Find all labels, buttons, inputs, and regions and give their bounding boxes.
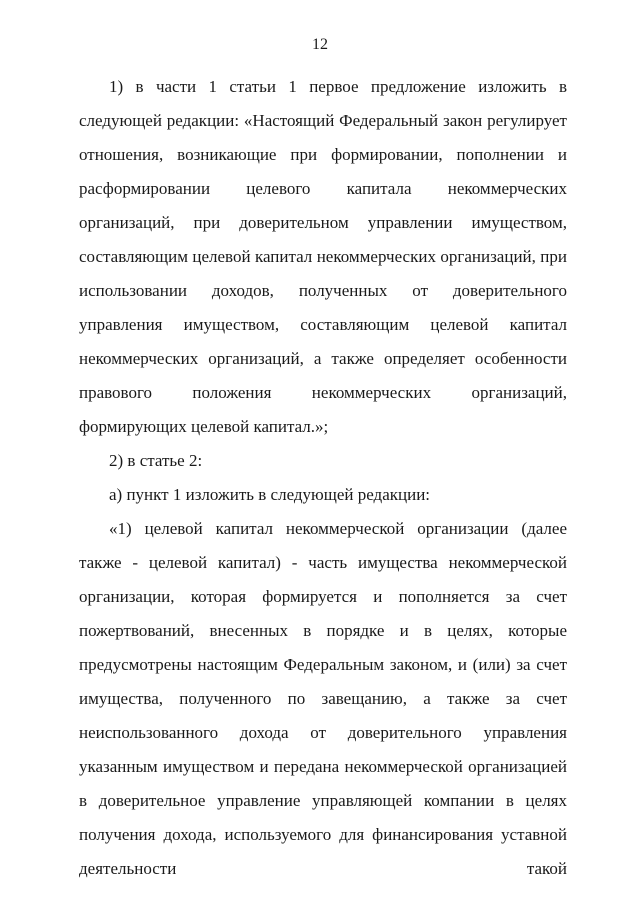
paragraph-1-amendment: 1) в части 1 статьи 1 первое предложение изложить в следующей редакции: «Настоящий Федеральный закон регулирует отношения, возникающие при формировании, пополнении и расформировании целевого капитала некоммерческих организаций, при доверительном управлении имуществом, составляющим целевой капитал некоммерческих организаций, при использовании доходов, полученных от доверительного управления имуществом, составляющим целевой капитал некоммерческих организаций, а также определяет особенности правового положения некоммерческих организаций, формирующих целевой капитал.»;	[79, 77, 567, 436]
document-body	[79, 70, 567, 886]
page-number: 12	[312, 36, 328, 53]
paragraph-4-definition: «1) целевой капитал некоммерческой организации (далее также - целевой капитал) - часть имущества некоммерческой организации, которая формируется и пополняется за счет пожертвований, внесенных в порядке и в целях, которые предусмотрены настоящим Федеральным законом, и (или) за счет имущества, полученного по завещанию, а также за счет неиспользованного дохода от доверительного управления указанным имуществом и передана некоммерческой организацией в доверительное управление управляющей компании в целях получения дохода, используемого для финансирования уставной деятельности такой	[79, 519, 567, 878]
paragraph-3-item-1: а) пункт 1 изложить в следующей редакции:	[109, 485, 431, 504]
paragraph-2-article-2: 2) в статье 2:	[109, 451, 203, 470]
